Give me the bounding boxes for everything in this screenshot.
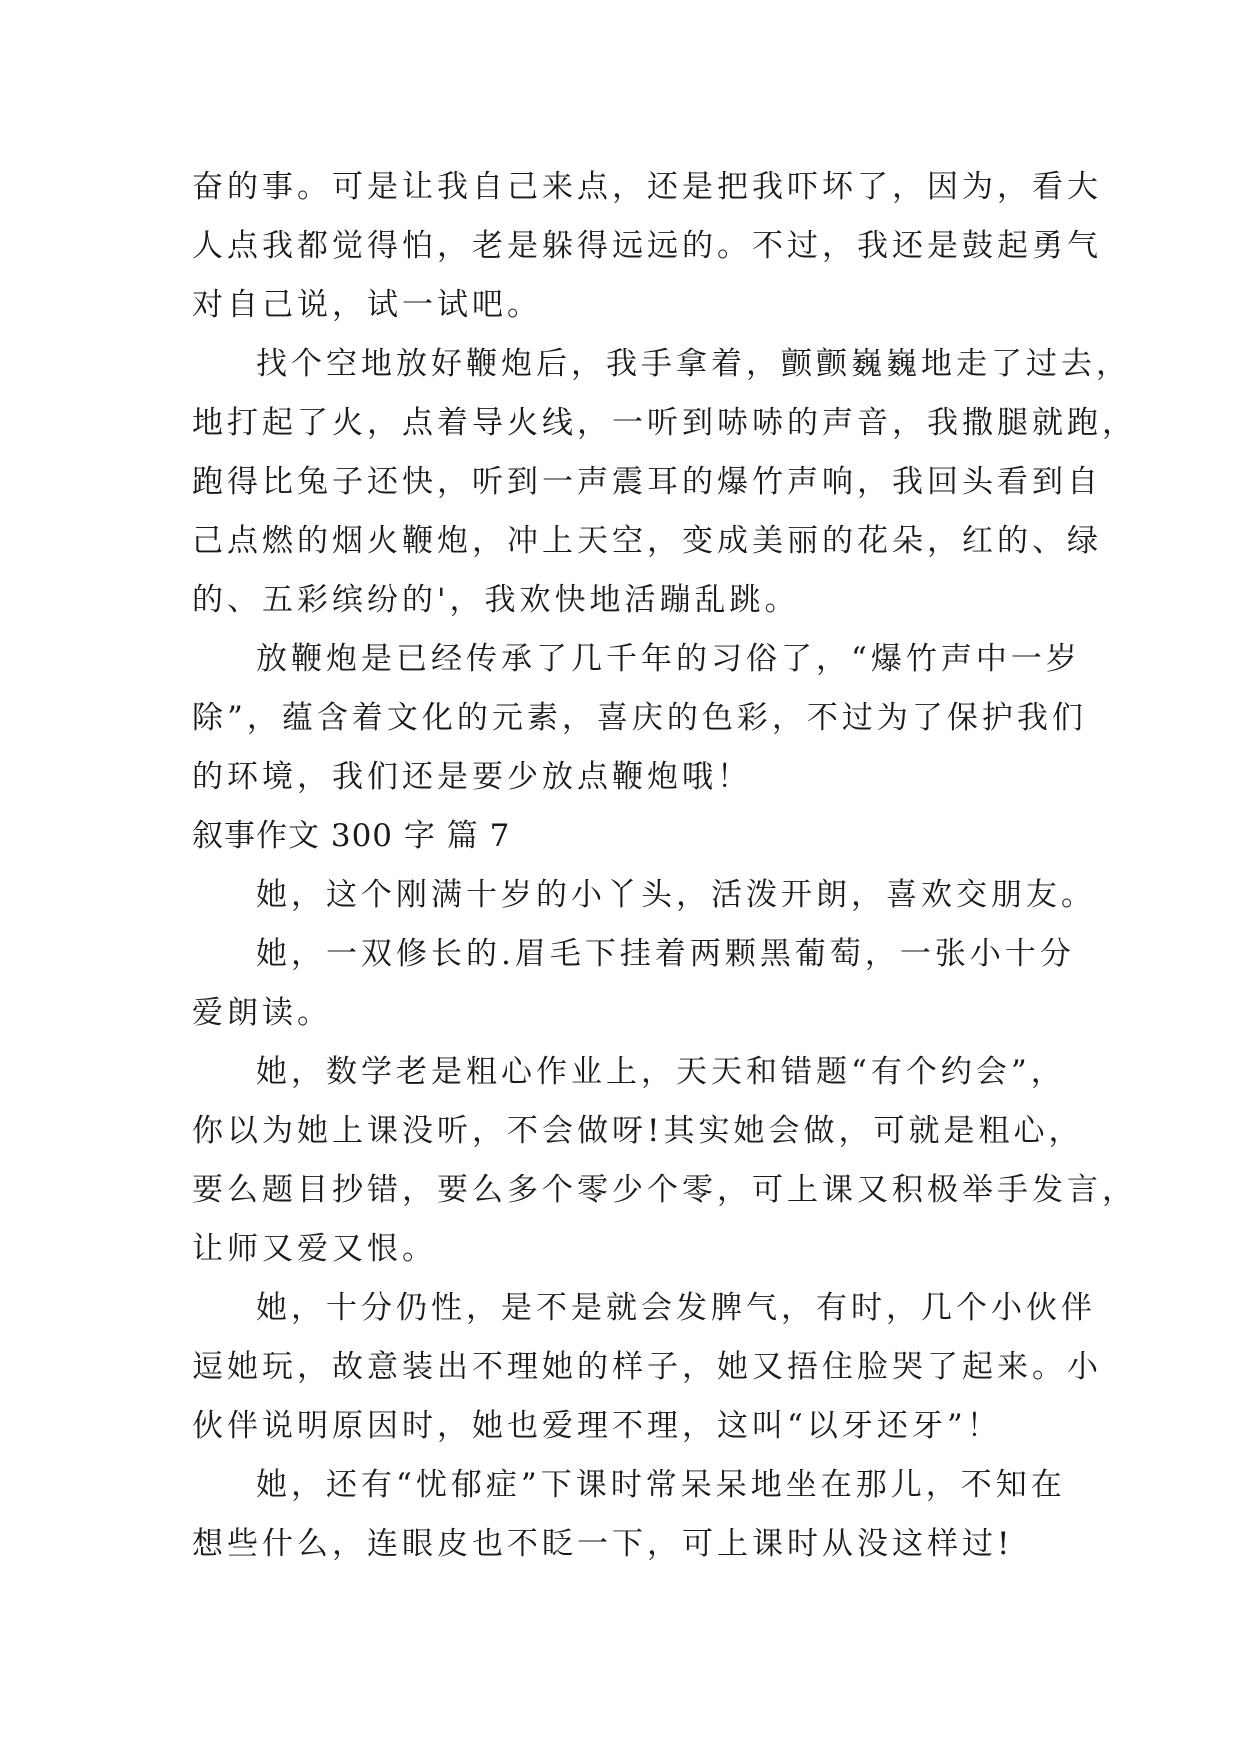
section-heading: 叙事作文 300 字 篇 7 — [192, 818, 511, 854]
text-line: 人点我都觉得怕，老是躲得远远的。不过，我还是鼓起勇气 — [192, 228, 1102, 264]
text-line: 让师又爱又恨。 — [192, 1231, 437, 1267]
text-line: 她，还有“忧郁症”下课时常呆呆地坐在那儿，不知在 — [256, 1467, 1066, 1503]
text-line: 她，这个刚满十岁的小丫头，活泼开朗，喜欢交朋友。 — [256, 877, 1096, 913]
text-line: 对自己说，试一试吧。 — [192, 287, 542, 323]
text-line: 逗她玩，故意装出不理她的样子，她又捂住脸哭了起来。小 — [192, 1349, 1102, 1385]
text-line: 想些什么，连眼皮也不眨一下，可上课时从没这样过! — [192, 1526, 1014, 1562]
text-line: 的环境，我们还是要少放点鞭炮哦！ — [192, 759, 752, 795]
text-line: 要么题目抄错，要么多个零少个零，可上课又积极举手发言， — [192, 1172, 1137, 1208]
text-line: 的、五彩缤纷的'，我欢快地活蹦乱跳。 — [192, 582, 800, 618]
text-line: 跑得比兔子还快，听到一声震耳的爆竹声响，我回头看到自 — [192, 464, 1102, 500]
text-line: 己点燃的烟火鞭炮，冲上天空，变成美丽的花朵，红的、绿 — [192, 523, 1102, 559]
text-line: 爱朗读。 — [192, 995, 332, 1031]
text-line: 除”，蕴含着文化的元素，喜庆的色彩，不过为了保护我们 — [192, 700, 1087, 736]
text-line: 她，一双修长的.眉毛下挂着两颗黑葡萄，一张小十分 — [256, 936, 1075, 972]
text-line: 伙伴说明原因时，她也爱理不理，这叫“以牙还牙”！ — [192, 1408, 1002, 1444]
text-line: 放鞭炮是已经传承了几千年的习俗了，“爆竹声中一岁 — [256, 641, 1081, 677]
text-line: 她，十分仍性，是不是就会发脾气，有时，几个小伙伴 — [256, 1290, 1096, 1326]
text-line: 找个空地放好鞭炮后，我手拿着，颤颤巍巍地走了过去， — [256, 346, 1131, 382]
text-line: 奋的事。可是让我自己来点，还是把我吓坏了，因为，看大 — [192, 169, 1102, 205]
essay-text — [192, 158, 1137, 1574]
text-line: 你以为她上课没听，不会做呀!其实她会做，可就是粗心， — [192, 1113, 1084, 1149]
text-line: 地打起了火，点着导火线，一听到哧哧的声音，我撒腿就跑， — [192, 405, 1137, 441]
text-line: 她，数学老是粗心作业上，天天和错题“有个约会”， — [256, 1054, 1066, 1090]
